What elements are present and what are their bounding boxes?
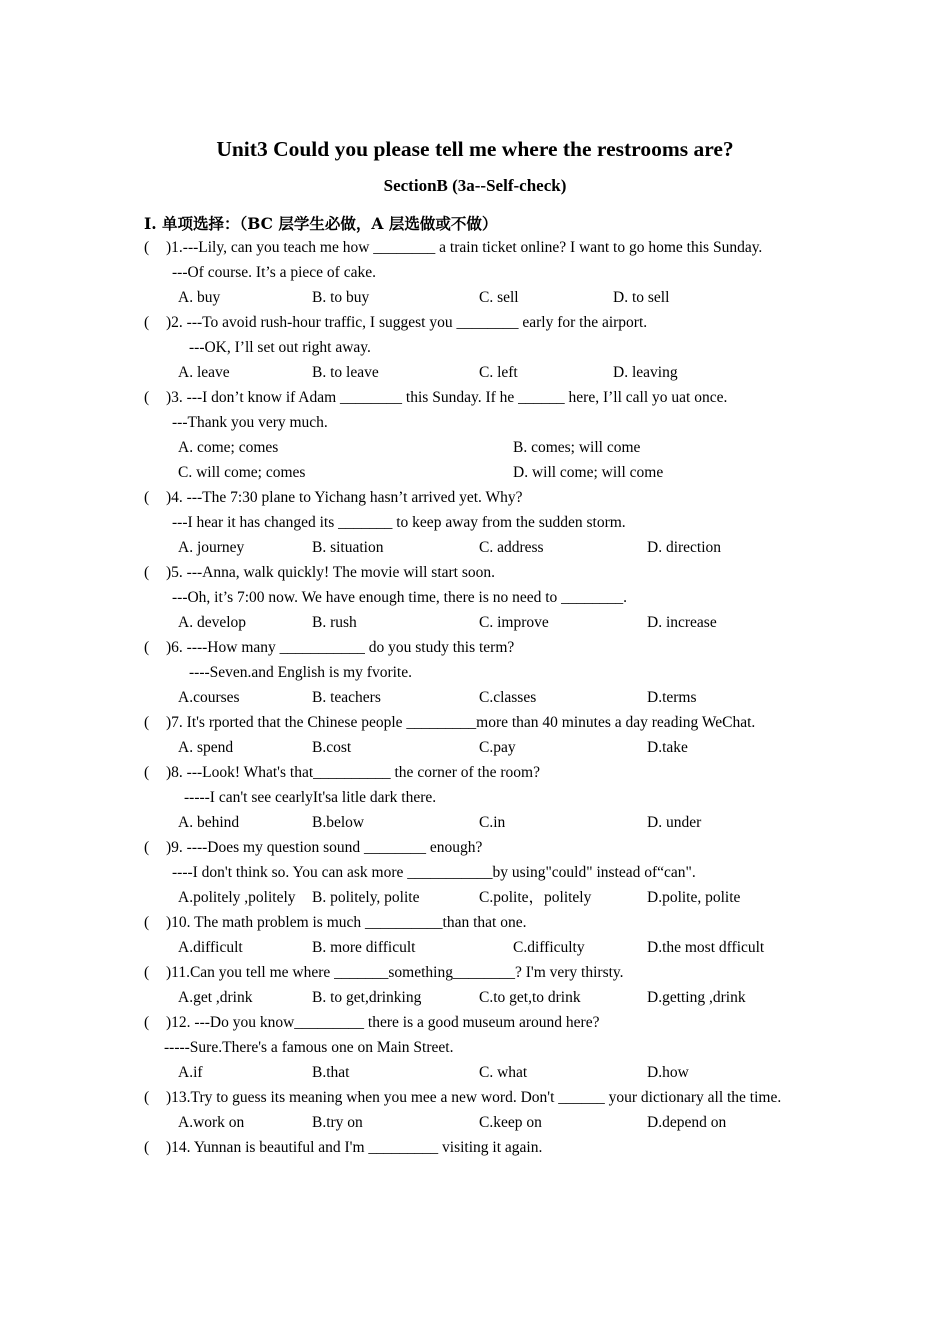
option-a[interactable]: A.politely ,politely (178, 889, 296, 906)
question-8: ( )8. ---Look! What's that__________ the corner of the room? (144, 764, 540, 781)
question-12: ( )12. ---Do you know_________ there is a good museum around here? (144, 1014, 600, 1031)
question-4-options (144, 535, 814, 560)
question-11: ( )11.Can you tell me where _______something________? I'm very thirsty. (144, 964, 624, 981)
option-a[interactable]: A. leave (178, 364, 230, 381)
question-3-reply: ---Thank you very much. (172, 414, 328, 431)
option-c[interactable]: C.pay (479, 739, 516, 756)
option-d[interactable]: D. to sell (613, 289, 670, 306)
question-list (144, 235, 814, 1160)
question-6: ( )6. ----How many ___________ do you study this term? (144, 639, 515, 656)
option-a[interactable]: A. behind (178, 814, 240, 831)
option-b[interactable]: B. to buy (312, 289, 370, 306)
question-9-reply: ----I don't think so. You can ask more ___________by using"could" instead of“can". (172, 864, 696, 881)
question-5-options (144, 610, 814, 635)
option-a[interactable]: A.if (178, 1064, 203, 1081)
option-b[interactable]: B. comes; will come (513, 439, 641, 456)
option-d[interactable]: D.polite, polite (647, 889, 741, 906)
question-12-reply: -----Sure.There's a famous one on Main Street. (164, 1039, 454, 1056)
question-10: ( )10. The math problem is much __________than that one. (144, 914, 527, 931)
option-c[interactable]: C.difficulty (513, 939, 585, 956)
option-c[interactable]: C. improve (479, 614, 549, 631)
option-b[interactable]: B. more difficult (312, 939, 416, 956)
option-a[interactable]: A.work on (178, 1114, 245, 1131)
option-c[interactable]: C. sell (479, 289, 519, 306)
question-6-options (144, 685, 814, 710)
section-heading: I. 单项选择：（BC 层学生必做，A 层选做或不做） (144, 214, 498, 233)
option-d[interactable]: D. direction (647, 539, 722, 556)
option-d[interactable]: D.take (647, 739, 688, 756)
option-a[interactable]: A. spend (178, 739, 234, 756)
option-a[interactable]: A. come; comes (178, 439, 279, 456)
option-c[interactable]: C.to get,to drink (479, 989, 581, 1006)
option-a[interactable]: A.get ,drink (178, 989, 253, 1006)
option-c[interactable]: C.in (479, 814, 506, 831)
option-b[interactable]: B. to get,drinking (312, 989, 422, 1006)
option-c[interactable]: C. address (479, 539, 544, 556)
option-b[interactable]: B.below (312, 814, 365, 831)
question-5: ( )5. ---Anna, walk quickly! The movie will start soon. (144, 564, 496, 581)
question-5-reply: ---Oh, it’s 7:00 now. We have enough time, there is no need to ________. (172, 589, 628, 606)
question-12-options (144, 1060, 814, 1085)
question-1-options (144, 285, 814, 310)
option-b[interactable]: B.try on (312, 1114, 363, 1131)
question-14: ( )14. Yunnan is beautiful and I'm _________ visiting it again. (144, 1139, 543, 1156)
option-d[interactable]: D.how (647, 1064, 689, 1081)
question-3-options-row1 (144, 435, 814, 460)
option-d[interactable]: D. leaving (613, 364, 678, 381)
question-8-reply: -----I can't see cearlyIt'sa litle dark there. (184, 789, 437, 806)
option-b[interactable]: B. situation (312, 539, 384, 556)
page-title: Unit3 Could you please tell me where the restrooms are? (216, 137, 734, 161)
option-d[interactable]: D. will come; will come (513, 464, 664, 481)
option-d[interactable]: D. increase (647, 614, 717, 631)
option-b[interactable]: B. rush (312, 614, 357, 631)
question-6-reply: ----Seven.and English is my fvorite. (189, 664, 412, 681)
option-d[interactable]: D.depend on (647, 1114, 727, 1131)
question-2: ( )2. ---To avoid rush-hour traffic, I suggest you ________ early for the airport. (144, 314, 648, 331)
question-3: ( )3. ---I don’t know if Adam ________ this Sunday. If he ______ here, I’ll call yo uat once. (144, 389, 728, 406)
option-b[interactable]: B.cost (312, 739, 352, 756)
question-7: ( )7. It's rported that the Chinese people _________more than 40 minutes a day reading WeChat. (144, 714, 756, 731)
option-c[interactable]: C.polite，politely (479, 889, 592, 906)
question-8-options (144, 810, 814, 835)
question-7-options (144, 735, 814, 760)
question-13-options (144, 1110, 814, 1135)
question-9-options (144, 885, 814, 910)
option-a[interactable]: A. journey (178, 539, 245, 556)
option-d[interactable]: D. under (647, 814, 702, 831)
question-2-reply: ---OK, I’ll set out right away. (189, 339, 371, 356)
option-c[interactable]: C. left (479, 364, 518, 381)
option-b[interactable]: B. teachers (312, 689, 381, 706)
question-4-reply: ---I hear it has changed its _______ to keep away from the sudden storm. (172, 514, 626, 531)
option-b[interactable]: B.that (312, 1064, 350, 1081)
question-3-options-row2 (144, 460, 814, 485)
option-b[interactable]: B. to leave (312, 364, 379, 381)
question-1: ( )1.---Lily, can you teach me how ________ a train ticket online? I want to go home this Sunday. (144, 239, 763, 256)
option-a[interactable]: A. develop (178, 614, 247, 631)
question-1-reply: ---Of course. It’s a piece of cake. (172, 264, 376, 281)
question-2-options (144, 360, 814, 385)
option-d[interactable]: D.getting ,drink (647, 989, 746, 1006)
option-c[interactable]: C.keep on (479, 1114, 542, 1131)
option-a[interactable]: A.difficult (178, 939, 243, 956)
option-a[interactable]: A.courses (178, 689, 240, 706)
question-10-options (144, 935, 814, 960)
option-d[interactable]: D.terms (647, 689, 697, 706)
page-subtitle: SectionB (3a--Self-check) (383, 176, 567, 195)
option-a[interactable]: A. buy (178, 289, 221, 306)
question-9: ( )9. ----Does my question sound ________ enough? (144, 839, 483, 856)
option-c[interactable]: C. what (479, 1064, 528, 1081)
question-4: ( )4. ---The 7:30 plane to Yichang hasn’t arrived yet. Why? (144, 489, 523, 506)
option-b[interactable]: B. politely, polite (312, 889, 420, 906)
option-c[interactable]: C. will come; comes (178, 464, 306, 481)
option-c[interactable]: C.classes (479, 689, 537, 706)
question-11-options (144, 985, 814, 1010)
question-13: ( )13.Try to guess its meaning when you mee a new word. Don't ______ your dictionary all the time. (144, 1089, 782, 1106)
option-d[interactable]: D.the most dfficult (647, 939, 765, 956)
